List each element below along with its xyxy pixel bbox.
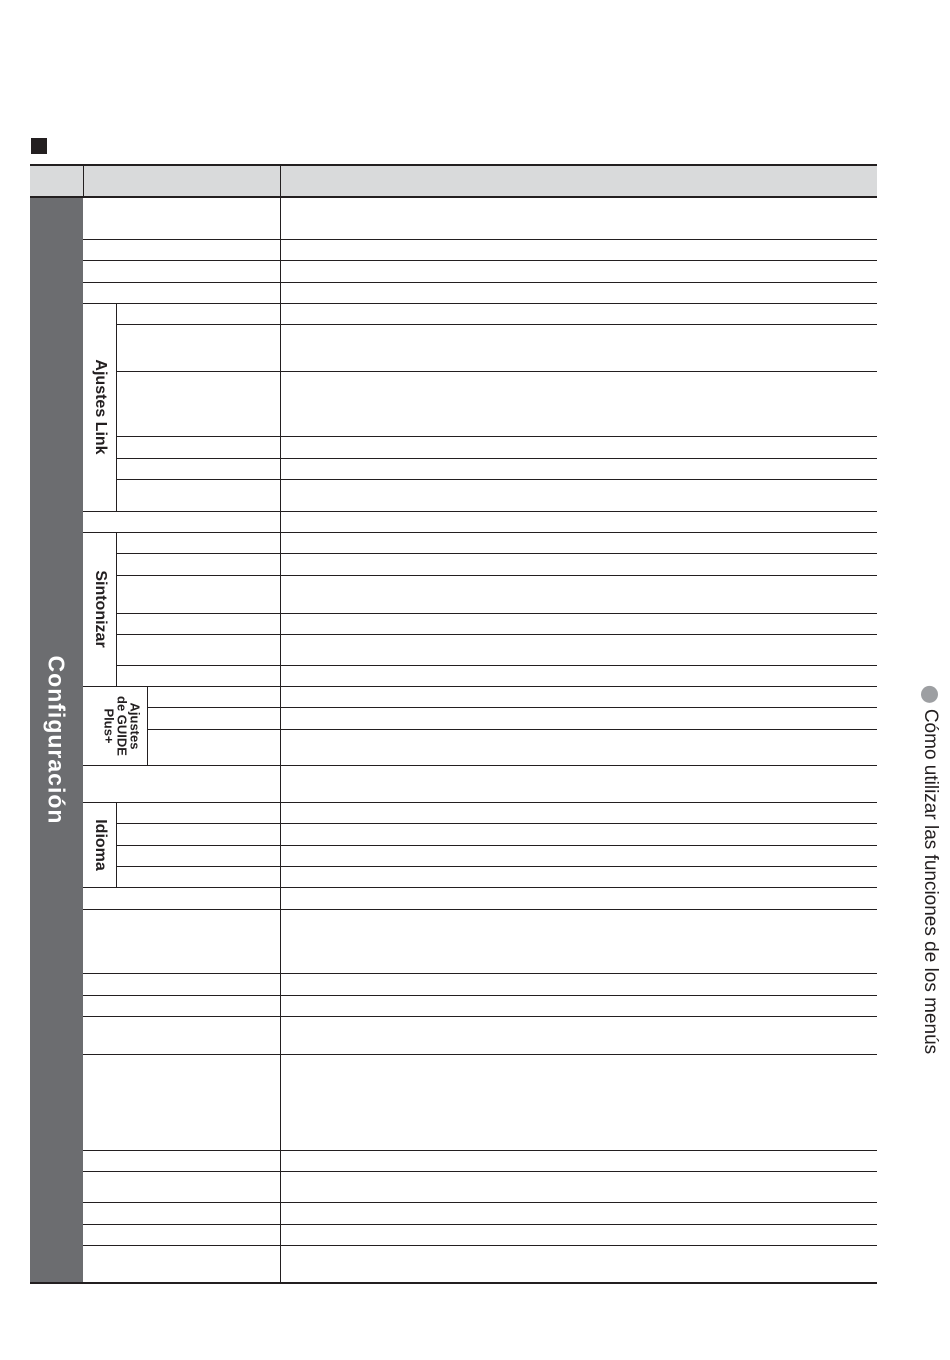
table-row-divider xyxy=(116,575,877,576)
table-row-divider xyxy=(83,260,877,261)
table-row-divider xyxy=(83,686,877,687)
table-row-divider xyxy=(83,239,877,240)
table-row-divider xyxy=(116,665,877,666)
table-row-divider xyxy=(116,371,877,372)
table-row-divider xyxy=(83,282,877,283)
table-row-divider xyxy=(147,707,877,708)
table-row-divider xyxy=(83,802,877,803)
table-row-divider xyxy=(30,196,877,198)
section-marker-square xyxy=(31,138,47,154)
group-label-ajustes-guide-plus: Ajustes de GUIDE Plus+ xyxy=(101,696,143,756)
bullet-icon xyxy=(922,686,939,703)
table-row-divider xyxy=(116,436,877,437)
table-column-divider xyxy=(83,166,84,197)
table-row-divider xyxy=(116,553,877,554)
table-row-divider xyxy=(83,1171,877,1172)
table-row-divider xyxy=(116,866,877,867)
table-column-divider xyxy=(280,166,281,1282)
table-row-divider xyxy=(83,1150,877,1151)
category-label: Configuración xyxy=(43,655,70,825)
table-row-divider xyxy=(83,887,877,888)
table-row-divider xyxy=(83,1202,877,1203)
table-row-divider xyxy=(116,479,877,480)
table-row-divider xyxy=(83,1224,877,1225)
table-row-divider xyxy=(147,729,877,730)
table-row-divider xyxy=(30,164,877,166)
table-row-divider xyxy=(116,324,877,325)
group-label-ajustes-link: Ajustes Link xyxy=(92,359,109,455)
table-header xyxy=(30,166,877,197)
table-row-divider xyxy=(83,1054,877,1055)
group-label-sintonizar: Sintonizar xyxy=(92,570,109,648)
section-side-tab: Cómo utilizar las funciones de los menús xyxy=(919,686,941,1054)
table-row-divider xyxy=(83,303,877,304)
table-row-divider xyxy=(116,823,877,824)
table-column-divider xyxy=(116,533,117,686)
table-row-divider xyxy=(83,1016,877,1017)
table-row-divider xyxy=(30,1282,877,1284)
table-row-divider xyxy=(116,845,877,846)
table-row-divider xyxy=(83,995,877,996)
group-label-idioma: Idioma xyxy=(92,819,109,871)
table-column-divider xyxy=(147,686,148,765)
table-row-divider xyxy=(116,634,877,635)
table-row-divider xyxy=(116,613,877,614)
table-row-divider xyxy=(83,973,877,974)
table-row-divider xyxy=(83,765,877,766)
table-row-divider xyxy=(83,1245,877,1246)
table-row-divider xyxy=(116,458,877,459)
table-row-divider xyxy=(83,909,877,910)
table-row-divider xyxy=(83,511,877,512)
table-row-divider xyxy=(83,532,877,533)
